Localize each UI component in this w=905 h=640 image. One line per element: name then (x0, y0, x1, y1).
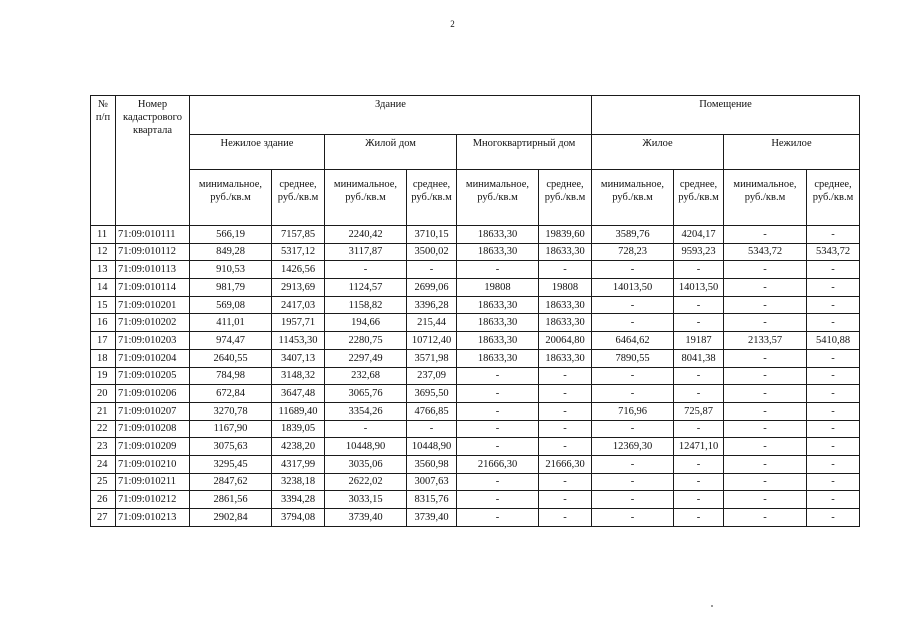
residential-avg: - (674, 367, 724, 385)
cadastral-quarter: 71:09:010209 (116, 438, 190, 456)
apartment-building-min: - (457, 473, 539, 491)
nonresidential-min: - (724, 473, 807, 491)
header-nonresidential-building: Нежилое здание (190, 135, 325, 170)
house-min: - (325, 261, 407, 279)
apartment-building-min: - (457, 367, 539, 385)
nonresidential-min: 5343,72 (724, 243, 807, 261)
header-min-value: минимальное, руб./кв.м (592, 170, 674, 226)
header-min-value: минимальное, руб./кв.м (190, 170, 272, 226)
nonresidential-avg: - (807, 420, 860, 438)
apartment-building-min: - (457, 420, 539, 438)
house-avg: 2699,06 (407, 279, 457, 297)
nonresidential-min: - (724, 279, 807, 297)
table-row (91, 402, 860, 420)
house-min: 3065,76 (325, 385, 407, 403)
apartment-building-min: 21666,30 (457, 455, 539, 473)
house-min: 1158,82 (325, 296, 407, 314)
nonres-building-min: 2847,62 (190, 473, 272, 491)
house-min: 3035,06 (325, 455, 407, 473)
table-row (91, 314, 860, 332)
house-avg: - (407, 420, 457, 438)
table-row (91, 226, 860, 244)
nonres-building-avg: 1957,71 (272, 314, 325, 332)
cadastral-quarter: 71:09:010114 (116, 279, 190, 297)
nonresidential-avg: - (807, 402, 860, 420)
house-min: 2240,42 (325, 226, 407, 244)
apartment-building-min: - (457, 509, 539, 527)
row-number: 11 (91, 226, 116, 244)
nonresidential-avg: - (807, 226, 860, 244)
row-number: 17 (91, 332, 116, 350)
nonresidential-avg: 5410,88 (807, 332, 860, 350)
apartment-building-avg: - (539, 367, 592, 385)
residential-avg: - (674, 491, 724, 509)
nonresidential-min: - (724, 296, 807, 314)
header-min-value: минимальное, руб./кв.м (325, 170, 407, 226)
nonresidential-avg: - (807, 367, 860, 385)
nonresidential-avg: - (807, 385, 860, 403)
house-min: 232,68 (325, 367, 407, 385)
apartment-building-avg: 18633,30 (539, 349, 592, 367)
house-avg: 3560,98 (407, 455, 457, 473)
apartment-building-min: - (457, 385, 539, 403)
nonres-building-avg: 3407,13 (272, 349, 325, 367)
residential-min: 14013,50 (592, 279, 674, 297)
scan-speck (711, 605, 713, 607)
nonres-building-avg: 11689,40 (272, 402, 325, 420)
cadastral-quarter: 71:09:010212 (116, 491, 190, 509)
table-row (91, 261, 860, 279)
header-cadastral-quarter: Номер кадастрового квартала (116, 96, 190, 226)
row-number: 14 (91, 279, 116, 297)
row-number: 18 (91, 349, 116, 367)
residential-avg: 9593,23 (674, 243, 724, 261)
residential-avg: 19187 (674, 332, 724, 350)
nonres-building-avg: 5317,12 (272, 243, 325, 261)
apartment-building-avg: - (539, 385, 592, 403)
row-number: 20 (91, 385, 116, 403)
table-header (91, 96, 860, 226)
apartment-building-min: - (457, 438, 539, 456)
row-number: 13 (91, 261, 116, 279)
residential-avg: - (674, 473, 724, 491)
cadastral-quarter: 71:09:010207 (116, 402, 190, 420)
cadastral-quarter: 71:09:010213 (116, 509, 190, 527)
apartment-building-avg: - (539, 402, 592, 420)
residential-min: - (592, 509, 674, 527)
nonresidential-min: - (724, 261, 807, 279)
nonres-building-min: 2902,84 (190, 509, 272, 527)
apartment-building-min: 19808 (457, 279, 539, 297)
header-house: Жилой дом (325, 135, 457, 170)
table-row (91, 367, 860, 385)
residential-min: 3589,76 (592, 226, 674, 244)
row-number: 16 (91, 314, 116, 332)
cadastral-quarter: 71:09:010111 (116, 226, 190, 244)
row-number: 26 (91, 491, 116, 509)
row-number: 19 (91, 367, 116, 385)
table-row (91, 332, 860, 350)
nonresidential-min: - (724, 226, 807, 244)
apartment-building-min: 18633,30 (457, 296, 539, 314)
house-avg: 3500,02 (407, 243, 457, 261)
residential-avg: 8041,38 (674, 349, 724, 367)
apartment-building-avg: 21666,30 (539, 455, 592, 473)
house-avg: 3739,40 (407, 509, 457, 527)
house-min: 3117,87 (325, 243, 407, 261)
table-row (91, 491, 860, 509)
house-avg: 4766,85 (407, 402, 457, 420)
header-avg-value: среднее, руб./кв.м (407, 170, 457, 226)
apartment-building-avg: - (539, 261, 592, 279)
nonresidential-min: - (724, 491, 807, 509)
residential-avg: - (674, 261, 724, 279)
residential-avg: - (674, 420, 724, 438)
table-row (91, 385, 860, 403)
house-avg: 3396,28 (407, 296, 457, 314)
apartment-building-min: - (457, 261, 539, 279)
apartment-building-avg: 18633,30 (539, 314, 592, 332)
row-number: 21 (91, 402, 116, 420)
residential-min: - (592, 455, 674, 473)
cadastral-value-table (90, 95, 860, 527)
table-row (91, 455, 860, 473)
apartment-building-avg: 19839,60 (539, 226, 592, 244)
house-min: 2622,02 (325, 473, 407, 491)
nonres-building-min: 784,98 (190, 367, 272, 385)
header-min-value: минимальное, руб./кв.м (457, 170, 539, 226)
nonres-building-min: 981,79 (190, 279, 272, 297)
apartment-building-min: 18633,30 (457, 226, 539, 244)
residential-avg: 12471,10 (674, 438, 724, 456)
nonres-building-avg: 1839,05 (272, 420, 325, 438)
house-avg: - (407, 261, 457, 279)
house-min: 2297,49 (325, 349, 407, 367)
nonresidential-avg: - (807, 438, 860, 456)
house-min: 3033,15 (325, 491, 407, 509)
residential-min: - (592, 473, 674, 491)
residential-min: 716,96 (592, 402, 674, 420)
residential-min: - (592, 296, 674, 314)
cadastral-quarter: 71:09:010210 (116, 455, 190, 473)
table-row (91, 473, 860, 491)
nonresidential-avg: - (807, 279, 860, 297)
header-avg-value: среднее, руб./кв.м (674, 170, 724, 226)
cadastral-quarter: 71:09:010208 (116, 420, 190, 438)
house-avg: 8315,76 (407, 491, 457, 509)
nonresidential-avg: - (807, 314, 860, 332)
table-body (91, 226, 860, 527)
nonresidential-avg: - (807, 455, 860, 473)
apartment-building-avg: 18633,30 (539, 296, 592, 314)
cadastral-quarter: 71:09:010112 (116, 243, 190, 261)
residential-avg: 14013,50 (674, 279, 724, 297)
house-min: 3739,40 (325, 509, 407, 527)
nonresidential-min: - (724, 455, 807, 473)
cadastral-quarter: 71:09:010201 (116, 296, 190, 314)
nonresidential-min: 2133,57 (724, 332, 807, 350)
house-min: 2280,75 (325, 332, 407, 350)
nonresidential-avg: 5343,72 (807, 243, 860, 261)
nonres-building-avg: 3238,18 (272, 473, 325, 491)
nonres-building-min: 3295,45 (190, 455, 272, 473)
cadastral-quarter: 71:09:010203 (116, 332, 190, 350)
header-nonresidential-premises: Нежилое (724, 135, 860, 170)
house-min: 3354,26 (325, 402, 407, 420)
nonresidential-min: - (724, 509, 807, 527)
nonresidential-min: - (724, 367, 807, 385)
nonres-building-min: 3270,78 (190, 402, 272, 420)
table-row (91, 420, 860, 438)
house-avg: 215,44 (407, 314, 457, 332)
nonres-building-min: 566,19 (190, 226, 272, 244)
house-avg: 3571,98 (407, 349, 457, 367)
header-premises: Помещение (592, 96, 860, 135)
nonres-building-avg: 1426,56 (272, 261, 325, 279)
residential-min: - (592, 367, 674, 385)
residential-avg: 725,87 (674, 402, 724, 420)
nonres-building-min: 910,53 (190, 261, 272, 279)
residential-min: 6464,62 (592, 332, 674, 350)
nonres-building-avg: 2417,03 (272, 296, 325, 314)
nonres-building-min: 3075,63 (190, 438, 272, 456)
nonresidential-avg: - (807, 261, 860, 279)
nonres-building-avg: 4317,99 (272, 455, 325, 473)
apartment-building-min: - (457, 402, 539, 420)
cadastral-quarter: 71:09:010206 (116, 385, 190, 403)
nonres-building-min: 569,08 (190, 296, 272, 314)
header-min-value: минимальное, руб./кв.м (724, 170, 807, 226)
page-number: 2 (450, 19, 455, 29)
residential-avg: - (674, 509, 724, 527)
house-avg: 3695,50 (407, 385, 457, 403)
nonres-building-min: 2861,56 (190, 491, 272, 509)
nonresidential-min: - (724, 314, 807, 332)
nonres-building-avg: 3394,28 (272, 491, 325, 509)
nonresidential-min: - (724, 385, 807, 403)
apartment-building-min: 18633,30 (457, 332, 539, 350)
residential-min: - (592, 261, 674, 279)
house-avg: 3710,15 (407, 226, 457, 244)
apartment-building-avg: - (539, 509, 592, 527)
apartment-building-avg: 18633,30 (539, 243, 592, 261)
residential-avg: - (674, 314, 724, 332)
residential-min: - (592, 385, 674, 403)
table-row (91, 438, 860, 456)
table-row (91, 509, 860, 527)
residential-min: 728,23 (592, 243, 674, 261)
table-row (91, 279, 860, 297)
residential-avg: - (674, 455, 724, 473)
house-avg: 10712,40 (407, 332, 457, 350)
nonresidential-avg: - (807, 349, 860, 367)
nonres-building-min: 849,28 (190, 243, 272, 261)
header-apartment-building: Многоквартирный дом (457, 135, 592, 170)
nonres-building-min: 411,01 (190, 314, 272, 332)
header-avg-value: среднее, руб./кв.м (807, 170, 860, 226)
apartment-building-min: 18633,30 (457, 349, 539, 367)
nonresidential-avg: - (807, 473, 860, 491)
nonresidential-avg: - (807, 296, 860, 314)
residential-min: - (592, 420, 674, 438)
residential-avg: - (674, 385, 724, 403)
nonres-building-min: 974,47 (190, 332, 272, 350)
residential-min: 7890,55 (592, 349, 674, 367)
nonres-building-min: 1167,90 (190, 420, 272, 438)
nonresidential-min: - (724, 438, 807, 456)
nonres-building-min: 2640,55 (190, 349, 272, 367)
apartment-building-avg: 19808 (539, 279, 592, 297)
header-residential-premises: Жилое (592, 135, 724, 170)
residential-min: - (592, 314, 674, 332)
nonres-building-avg: 3794,08 (272, 509, 325, 527)
nonresidential-avg: - (807, 491, 860, 509)
row-number: 23 (91, 438, 116, 456)
row-number: 27 (91, 509, 116, 527)
cadastral-quarter: 71:09:010204 (116, 349, 190, 367)
apartment-building-avg: - (539, 473, 592, 491)
nonres-building-avg: 2913,69 (272, 279, 325, 297)
nonres-building-avg: 7157,85 (272, 226, 325, 244)
nonres-building-min: 672,84 (190, 385, 272, 403)
residential-min: - (592, 491, 674, 509)
apartment-building-avg: - (539, 420, 592, 438)
house-min: 194,66 (325, 314, 407, 332)
apartment-building-min: 18633,30 (457, 314, 539, 332)
apartment-building-avg: 20064,80 (539, 332, 592, 350)
house-avg: 10448,90 (407, 438, 457, 456)
residential-min: 12369,30 (592, 438, 674, 456)
header-avg-value: среднее, руб./кв.м (272, 170, 325, 226)
cadastral-quarter: 71:09:010205 (116, 367, 190, 385)
cadastral-quarter: 71:09:010211 (116, 473, 190, 491)
apartment-building-min: 18633,30 (457, 243, 539, 261)
nonres-building-avg: 3148,32 (272, 367, 325, 385)
row-number: 24 (91, 455, 116, 473)
house-avg: 237,09 (407, 367, 457, 385)
house-min: 10448,90 (325, 438, 407, 456)
table-row (91, 349, 860, 367)
nonres-building-avg: 3647,48 (272, 385, 325, 403)
row-number: 15 (91, 296, 116, 314)
residential-avg: 4204,17 (674, 226, 724, 244)
apartment-building-min: - (457, 491, 539, 509)
row-number: 12 (91, 243, 116, 261)
house-min: 1124,57 (325, 279, 407, 297)
nonresidential-min: - (724, 349, 807, 367)
nonres-building-avg: 4238,20 (272, 438, 325, 456)
residential-avg: - (674, 296, 724, 314)
cadastral-quarter: 71:09:010113 (116, 261, 190, 279)
table-row (91, 296, 860, 314)
header-number: № п/п (91, 96, 116, 226)
apartment-building-avg: - (539, 438, 592, 456)
table-row (91, 243, 860, 261)
row-number: 25 (91, 473, 116, 491)
header-building: Здание (190, 96, 592, 135)
nonresidential-min: - (724, 420, 807, 438)
apartment-building-avg: - (539, 491, 592, 509)
row-number: 22 (91, 420, 116, 438)
nonresidential-avg: - (807, 509, 860, 527)
nonresidential-min: - (724, 402, 807, 420)
house-avg: 3007,63 (407, 473, 457, 491)
nonres-building-avg: 11453,30 (272, 332, 325, 350)
cadastral-quarter: 71:09:010202 (116, 314, 190, 332)
header-avg-value: среднее, руб./кв.м (539, 170, 592, 226)
house-min: - (325, 420, 407, 438)
